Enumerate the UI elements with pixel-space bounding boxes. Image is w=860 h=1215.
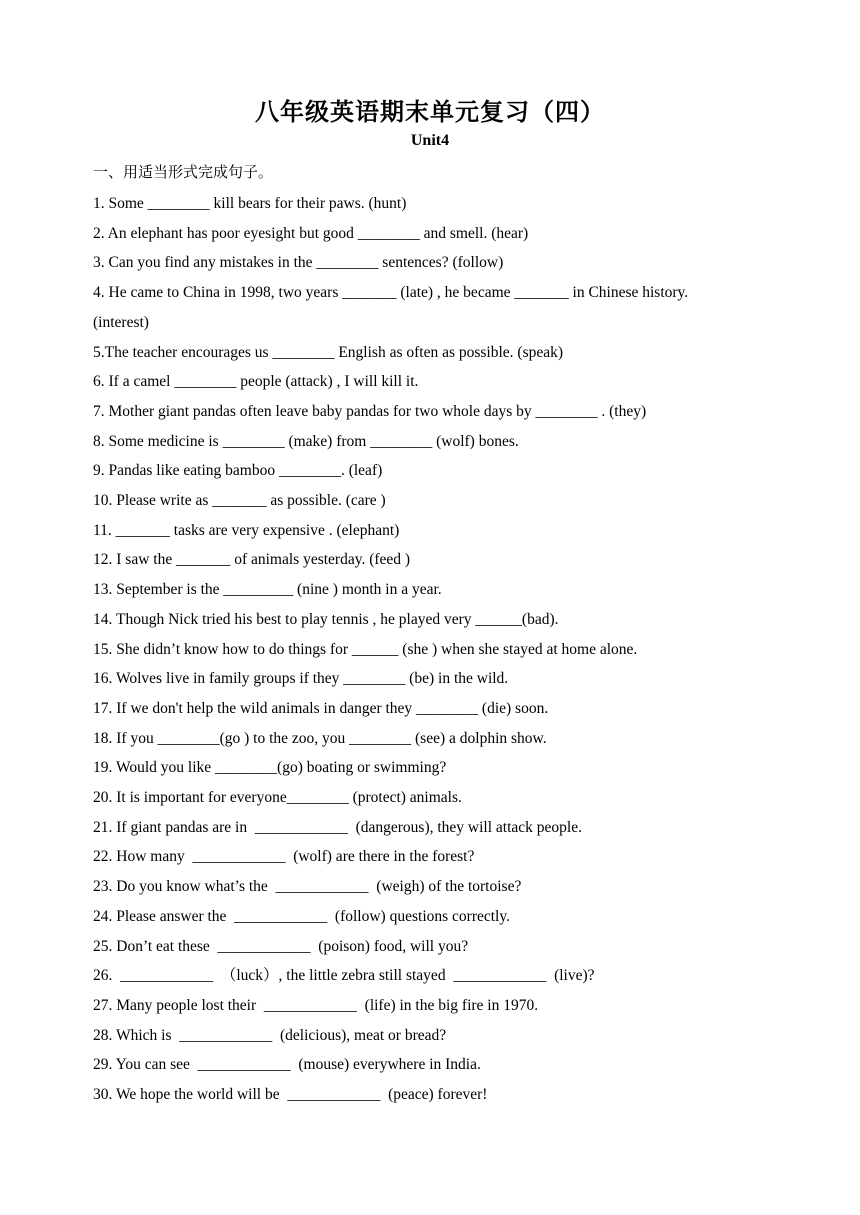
exercise-line: 15. She didn’t know how to do things for ______ (she ) when she stayed at home alone. xyxy=(93,640,638,658)
exercise-line: 4. He came to China in 1998, two years _______ (late) , he became _______ in Chinese history. xyxy=(93,284,689,302)
exercise-line: 1. Some ________ kill bears for their paws. (hunt) xyxy=(93,195,407,212)
exercise-line: 18. If you ________(go ) to the zoo, you ________ (see) a dolphin show. xyxy=(93,729,547,747)
exercise-line: 8. Some medicine is ________ (make) from ________ (wolf) bones. xyxy=(93,432,519,450)
unit-subtitle: Unit4 xyxy=(410,132,450,149)
exercise-line: 26. ____________ （luck）, the little zebra still stayed ____________ (live)? xyxy=(93,967,595,985)
exercise-line: 29. You can see ____________ (mouse) everywhere in India. xyxy=(93,1056,481,1074)
exercise-line: 30. We hope the world will be ____________ (peace) forever! xyxy=(93,1086,488,1104)
exercise-line: 13. September is the _________ (nine ) month in a year. xyxy=(93,581,442,599)
exercise-line: 3. Can you find any mistakes in the ________ sentences? (follow) xyxy=(93,254,504,272)
exercise-line: 28. Which is ____________ (delicious), meat or bread? xyxy=(93,1026,447,1044)
exercise-list xyxy=(93,189,783,1110)
exercise-line: 17. If we don't help the wild animals in danger they ________ (die) soon. xyxy=(93,699,549,717)
exercise-line: 25. Don’t eat these ____________ (poison) food, will you? xyxy=(93,937,469,955)
exercise-line: 10. Please write as _______ as possible. (care ) xyxy=(93,492,386,510)
exercise-line: 22. How many ____________ (wolf) are there in the forest? xyxy=(93,848,475,866)
exercise-line: 23. Do you know what’s the ____________ (weigh) of the tortoise? xyxy=(93,878,522,896)
document-title: 八年级英语期末单元复习（四） xyxy=(255,98,605,126)
exercise-line: 2. An elephant has poor eyesight but good ________ and smell. (hear) xyxy=(93,224,529,242)
exercise-line: 9. Pandas like eating bamboo ________. (leaf) xyxy=(93,462,383,480)
exercise-line: 27. Many people lost their ____________ (life) in the big fire in 1970. xyxy=(93,996,539,1014)
exercise-line: 12. I saw the _______ of animals yesterday. (feed ) xyxy=(93,551,411,569)
exercise-line: 20. It is important for everyone________ (protect) animals. xyxy=(93,789,462,807)
exercise-line: 5.The teacher encourages us ________ English as often as possible. (speak) xyxy=(93,343,564,361)
exercise-line: 21. If giant pandas are in ____________ (dangerous), they will attack people. xyxy=(93,818,582,836)
section-heading: 一、用适当形式完成句子。 xyxy=(93,163,274,181)
exercise-line: 19. Would you like ________(go) boating or swimming? xyxy=(93,759,447,777)
exercise-line: 14. Though Nick tried his best to play tennis , he played very ______(bad). xyxy=(93,610,559,628)
exercise-line: 16. Wolves live in family groups if they ________ (be) in the wild. xyxy=(93,670,509,688)
exercise-line: (interest) xyxy=(93,313,149,331)
exercise-line: 6. If a camel ________ people (attack) , I will kill it. xyxy=(93,373,419,391)
exercise-line: 24. Please answer the ____________ (follow) questions correctly. xyxy=(93,907,510,925)
exercise-line: 11. _______ tasks are very expensive . (elephant) xyxy=(93,521,400,539)
exercise-line: 7. Mother giant pandas often leave baby pandas for two whole days by ________ . (they) xyxy=(93,402,647,420)
